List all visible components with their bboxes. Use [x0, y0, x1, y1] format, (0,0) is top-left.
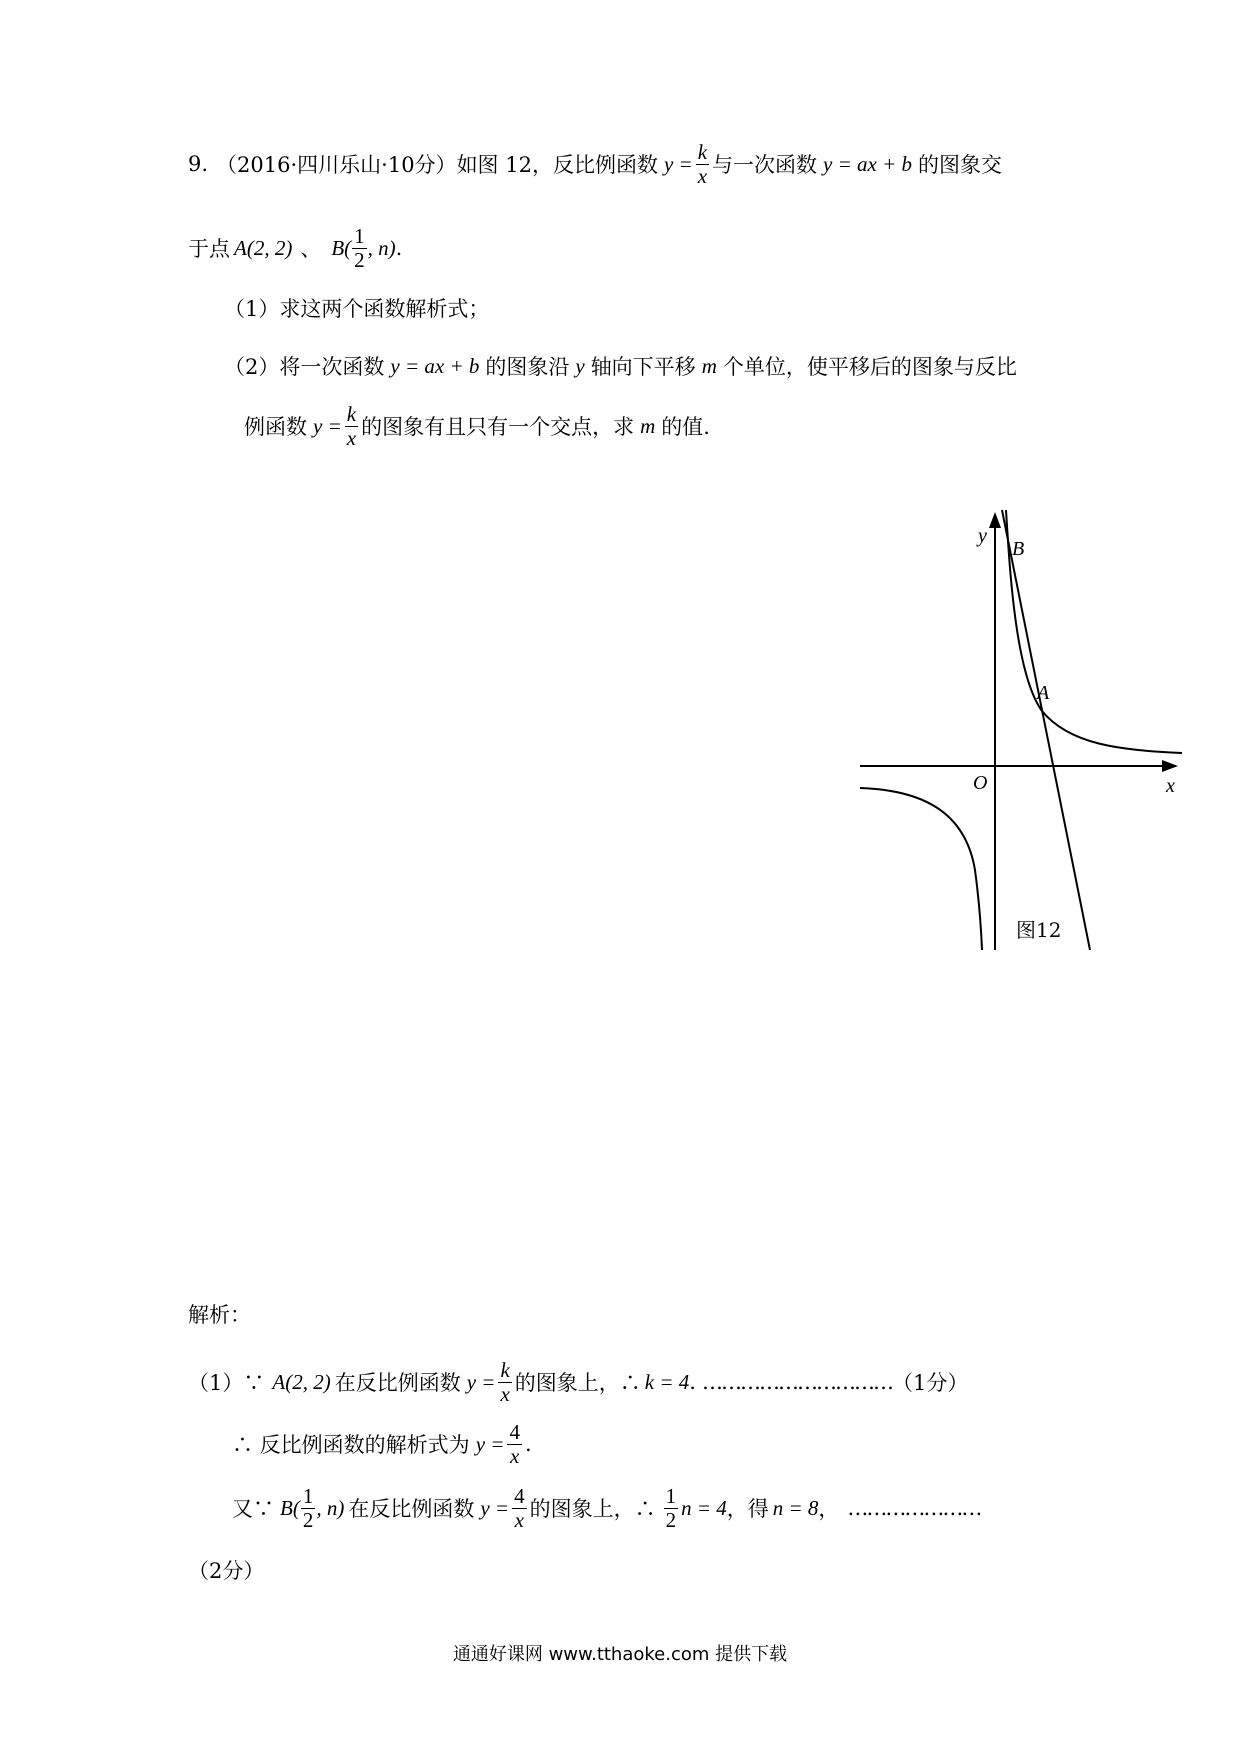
numerator: k: [346, 402, 357, 427]
point-b: , n): [367, 235, 396, 260]
question-text: （2）将一次函数: [224, 355, 385, 379]
fraction-4-over-x: [512, 1485, 527, 1530]
question-text: 轴向下平移: [590, 355, 696, 379]
numerator: k: [500, 1358, 510, 1383]
hyperbola-branch-lower: [860, 788, 982, 950]
label-y: y: [978, 525, 987, 547]
question-part-2: [224, 336, 1017, 396]
analysis-text: 在反比例函数: [334, 1371, 461, 1395]
denominator: 2: [354, 247, 365, 272]
math-y: y =: [313, 413, 342, 438]
question-text: 的图象有且只有一个交点，求: [361, 415, 635, 439]
question-text: 的图象沿: [485, 355, 570, 379]
fraction-half: [301, 1485, 316, 1530]
fraction-k-over-x: [498, 1359, 511, 1404]
label-origin: O: [973, 772, 988, 794]
figure-12: [860, 505, 1190, 955]
x-axis-arrow: [1162, 760, 1178, 772]
fraction-k-over-x: [345, 403, 358, 448]
analysis-text: .: [524, 1432, 532, 1456]
question-part-1: [224, 278, 489, 338]
denominator: x: [500, 1381, 510, 1406]
analysis-text: ，得: [726, 1497, 769, 1521]
y-axis-arrow: [989, 512, 1001, 528]
question-text: 的值.: [661, 415, 710, 439]
math-equation: n = 4: [681, 1495, 727, 1520]
numerator: 1: [354, 224, 365, 249]
label-x: x: [1166, 775, 1175, 797]
fraction-half: [352, 225, 367, 270]
question-text: 例函数: [244, 415, 307, 439]
math-y: y =: [466, 1369, 496, 1394]
question-text: 如图 12，反比例函数: [456, 153, 658, 177]
question-text: （1）求这两个函数解析式；: [224, 297, 490, 321]
question-text: 的图象交: [918, 153, 1003, 177]
math-n-value: n = 8: [772, 1495, 819, 1520]
analysis-text: 又∵: [232, 1497, 274, 1521]
point-b: , n): [316, 1495, 345, 1520]
analysis-text: 的图象上，∴: [529, 1497, 656, 1521]
math-linear: y = ax + b: [823, 151, 913, 176]
question-line-1: [188, 134, 1002, 194]
math-y: y =: [663, 151, 693, 176]
denominator: x: [346, 425, 357, 450]
numerator: 1: [302, 1484, 314, 1509]
fraction-k-over-x: [696, 141, 709, 186]
question-text: 于点: [188, 237, 230, 261]
score-leader-dots: …………………………: [701, 1370, 892, 1394]
question-text: 、: [300, 237, 322, 261]
numerator: 1: [665, 1484, 677, 1509]
fraction-half: [664, 1485, 679, 1530]
analysis-text: （1）∵: [188, 1371, 265, 1395]
numerator: k: [697, 140, 708, 165]
label-b: B: [1012, 538, 1025, 560]
numerator: 4: [514, 1484, 525, 1509]
math-linear: y = ax + b: [390, 353, 480, 378]
question-text: .: [395, 236, 403, 260]
analysis-text: 在反比例函数: [348, 1497, 475, 1521]
point-b: B(: [280, 1495, 300, 1520]
hyperbola-branch-upper: [1006, 510, 1182, 753]
analysis-title: [188, 1284, 251, 1344]
analysis-line-1: [188, 1352, 968, 1412]
score-leader-dots: …………………: [847, 1496, 981, 1520]
point-a: A(2, 2): [272, 1369, 331, 1394]
linear-function-line: [1002, 510, 1090, 950]
denominator: 2: [665, 1507, 677, 1532]
denominator: x: [514, 1507, 524, 1532]
analysis-line-2: [232, 1414, 532, 1474]
page-footer: 通通好课网 www.tthaoke.com 提供下载: [452, 1644, 788, 1665]
analysis-heading: 解析：: [188, 1303, 251, 1327]
denominator: x: [510, 1443, 520, 1468]
question-number: 9.: [188, 152, 209, 176]
question-text: 个单位，使平移后的图象与反比: [722, 355, 1017, 379]
math-m: m: [640, 413, 656, 438]
point-a: A(2, 2): [234, 235, 293, 260]
analysis-text: ，: [818, 1497, 840, 1521]
math-y: y: [575, 353, 585, 378]
figure-caption: 图12: [1016, 918, 1062, 942]
math-y: y =: [475, 1431, 505, 1456]
question-source: （2016·四川乐山·10分）: [216, 153, 457, 177]
denominator: 2: [302, 1507, 314, 1532]
analysis-text: .: [689, 1370, 696, 1394]
analysis-line-4: [188, 1540, 264, 1600]
label-a: A: [1037, 682, 1050, 704]
question-part-2-cont: [244, 396, 710, 456]
point-b: B(: [331, 235, 352, 260]
numerator: 4: [509, 1420, 520, 1445]
score: （2分）: [188, 1559, 265, 1583]
math-m: m: [701, 353, 717, 378]
math-y: y =: [480, 1495, 510, 1520]
analysis-text: 的图象上，∴: [514, 1371, 641, 1395]
analysis-line-3: [232, 1478, 980, 1538]
denominator: x: [697, 163, 708, 188]
fraction-4-over-x: [507, 1421, 522, 1466]
question-text: 与一次函数: [712, 153, 818, 177]
question-line-2: [188, 218, 402, 278]
analysis-text: ∴ 反比例函数的解析式为: [232, 1433, 470, 1457]
math-k-value: k = 4: [644, 1369, 690, 1394]
score: （1分）: [891, 1371, 969, 1395]
